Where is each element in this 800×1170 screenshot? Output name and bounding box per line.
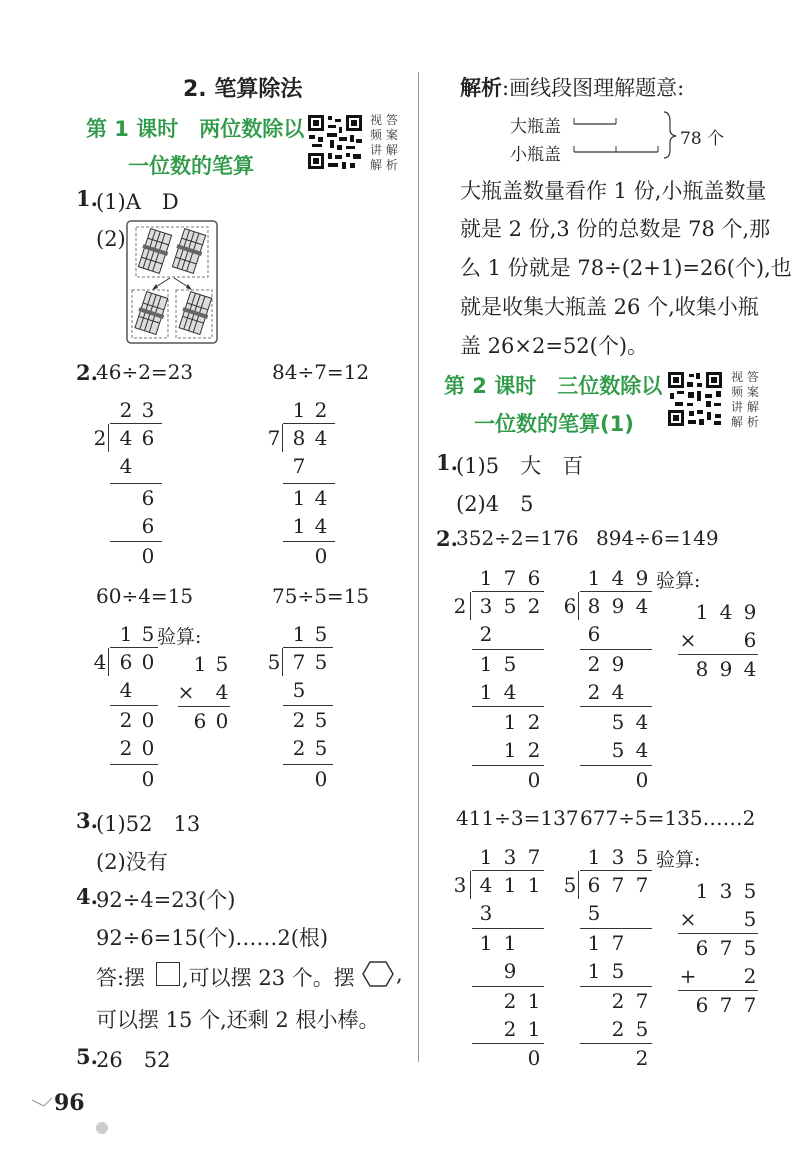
qr-label-r3: 讲 解 <box>731 400 759 414</box>
q3-part1: (1)52 13 <box>96 812 201 836</box>
column-divider <box>418 72 419 1062</box>
analysis-para-2: 就是 2 份,3 份的总数是 78 个,那 <box>460 217 771 241</box>
analysis-para-5: 盖 26×2=52(个)。 <box>460 334 649 358</box>
q5-number: 5. <box>76 1044 98 1069</box>
qr-code-icon[interactable] <box>306 113 364 171</box>
q4-answer-start: 答:摆 <box>96 966 146 990</box>
qr-label-r1: 视 答 <box>731 370 759 384</box>
q3-number: 3. <box>76 808 98 833</box>
q5-text: 26 52 <box>96 1048 171 1072</box>
q2-number: 2. <box>76 360 98 385</box>
r-q1-part2: (2)4 5 <box>456 492 534 516</box>
r-q2-number: 2. <box>436 526 458 551</box>
r-q1-number: 1. <box>436 450 458 475</box>
analysis-para-4: 就是收集大瓶盖 26 个,收集小瓶 <box>460 295 759 319</box>
line-segment-diagram <box>570 108 680 160</box>
small-cap-label: 小瓶盖 <box>510 145 561 165</box>
lesson1-title-line1: 第 1 课时 两位数除以 <box>86 117 305 141</box>
q4-number: 4. <box>76 884 98 909</box>
total-label: 78 个 <box>680 129 725 149</box>
qr-label-4: 解 析 <box>370 158 398 172</box>
r-q2-eq-677-5: 677÷5=135……2 <box>580 806 756 830</box>
square-shape-icon <box>156 962 180 986</box>
qr-label-3: 讲 解 <box>370 143 398 157</box>
hexagon-shape-icon <box>362 960 394 988</box>
analysis-para-1: 大瓶盖数量看作 1 份,小瓶盖数量 <box>460 179 767 203</box>
qr-code-icon[interactable] <box>666 370 724 428</box>
q1-part2: (2) <box>96 227 126 251</box>
q2-eq-84-7: 84÷7=12 <box>272 360 370 384</box>
verify-label-2: 验算: <box>656 570 701 592</box>
q3-part2: (2)没有 <box>96 850 168 874</box>
q4-line1: 92÷4=23(个) <box>96 888 236 912</box>
q4-answer-mid: ,可以摆 23 个。摆 <box>182 966 355 990</box>
r-q2-eq-894-6: 894÷6=149 <box>596 526 719 550</box>
bundle-sticks-figure <box>126 220 218 344</box>
big-cap-label: 大瓶盖 <box>510 117 561 137</box>
q4-line2: 92÷6=15(个)……2(根) <box>96 926 329 950</box>
analysis-intro: :画线段图理解题意: <box>502 76 685 100</box>
section-title: 2. 笔算除法 <box>183 77 303 102</box>
lesson2-title-line1: 第 2 课时 三位数除以 <box>444 374 663 398</box>
q2-eq-46-2: 46÷2=23 <box>96 360 194 384</box>
q2-eq-75-5: 75÷5=15 <box>272 584 370 608</box>
q4-line4: 可以摆 15 个,还剩 2 根小棒。 <box>96 1008 380 1032</box>
analysis-para-3: 么 1 份就是 78÷(2+1)=26(个),也 <box>460 256 792 280</box>
r-q2-eq-411-3: 411÷3=137 <box>456 806 579 830</box>
q2-eq-60-4: 60÷4=15 <box>96 584 194 608</box>
q4-answer-end: , <box>396 962 403 986</box>
r-q1-part1: (1)5 大 百 <box>456 454 584 478</box>
analysis-line <box>460 72 684 102</box>
qr-label-r4: 解 析 <box>731 415 759 429</box>
q1-part1: (1)A D <box>96 190 179 214</box>
analysis-label: 解析 <box>460 75 502 100</box>
qr-label-2: 频 案 <box>370 128 398 142</box>
verify-label-1: 验算: <box>157 626 202 648</box>
lesson2-title-line2: 一位数的笔算(1) <box>474 412 634 436</box>
r-q2-eq-352-2: 352÷2=176 <box>456 526 579 550</box>
qr-label-r2: 频 案 <box>731 385 759 399</box>
q1-number: 1. <box>76 186 98 211</box>
page-number: 96 <box>54 1090 85 1116</box>
qr-label-1: 视 答 <box>370 113 398 127</box>
verify-label-3: 验算: <box>656 849 701 871</box>
lesson1-title-line2: 一位数的笔算 <box>128 154 254 178</box>
